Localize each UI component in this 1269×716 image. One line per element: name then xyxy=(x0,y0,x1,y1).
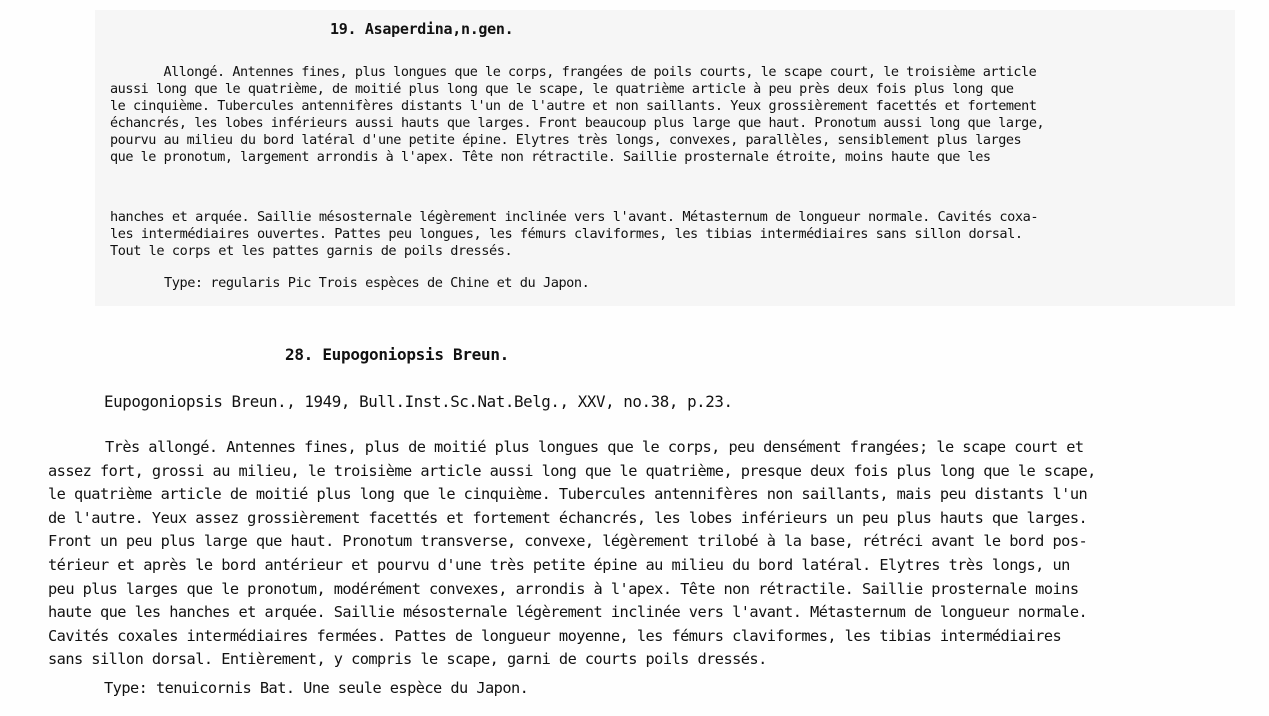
text-line: échancrés, les lobes inférieurs aussi hauts que larges. Front beaucoup plus large que haut. Pronotum aussi long que large, xyxy=(110,114,1045,131)
section-28-paragraph xyxy=(48,436,1248,672)
text-line: les intermédiaires ouvertes. Pattes peu longues, les fémurs claviformes, les tibias intermédiaires sans sillon dorsal. xyxy=(110,225,1023,242)
section-19-type: Type: regularis Pic Trois espèces de Chine et du Japon. xyxy=(164,275,590,291)
text-line: haute que les hanches et arquée. Saillie mésosternale légèrement inclinée vers l'avant. Métasternum de longueur normale. xyxy=(48,603,1088,622)
text-line: Front un peu plus large que haut. Pronotum transverse, convexe, légèrement trilobé à la base, rétréci avant le bord pos- xyxy=(48,532,1088,551)
text-line: sans sillon dorsal. Entièrement, y compris le scape, garni de courts poils dressés. xyxy=(48,650,767,669)
text-line: peu plus larges que le pronotum, modérément convexes, arrondis à l'apex. Tête non rétractile. Saillie prosternale moins xyxy=(48,579,1079,598)
text-line: que le pronotum, largement arrondis à l'apex. Tête non rétractile. Saillie prosternale étroite, moins haute que les xyxy=(110,148,991,165)
section-28-reference: Eupogoniopsis Breun., 1949, Bull.Inst.Sc.Nat.Belg., XXV, no.38, p.23. xyxy=(104,392,733,411)
text-line: Allongé. Antennes fines, plus longues que le corps, frangées de poils courts, le scape court, le troisième article xyxy=(163,64,1037,80)
section-19-paragraph-1 xyxy=(110,64,1209,165)
text-line: assez fort, grossi au milieu, le troisième article aussi long que le quatrième, presque deux fois plus long que le scape, xyxy=(48,461,1096,480)
text-line: hanches et arquée. Saillie mésosternale légèrement inclinée vers l'avant. Métasternum de longueur normale. Cavités coxa- xyxy=(110,209,1039,225)
text-line: le cinquième. Tubercules antennifères distants l'un de l'autre et non saillants. Yeux grossièrement facettés et fortement xyxy=(110,97,1037,114)
text-line: pourvu au milieu du bord latéral d'une petite épine. Elytres très longs, convexes, parallèles, sensiblement plus larges xyxy=(110,131,1022,148)
text-line: de l'autre. Yeux assez grossièrement facettés et fortement échancrés, les lobes inférieurs un peu plus hauts que larges. xyxy=(48,508,1088,527)
text-line: le quatrième article de moitié plus long que le cinquième. Tubercules antennifères non saillants, mais peu distants l'un xyxy=(48,485,1088,504)
section-28-type: Type: tenuicornis Bat. Une seule espèce du Japon. xyxy=(104,679,529,697)
text-line: Très allongé. Antennes fines, plus de moitié plus longues que le corps, peu densément frangées; le scape court et xyxy=(105,438,1084,456)
section-19-heading: 19. Asaperdina,n.gen. xyxy=(330,20,514,38)
section-28-heading: 28. Eupogoniopsis Breun. xyxy=(285,345,509,364)
text-line: Tout le corps et les pattes garnis de poils dressés. xyxy=(110,242,513,259)
text-line: Cavités coxales intermédiaires fermées. Pattes de longueur moyenne, les fémurs claviformes, les tibias intermédiaires xyxy=(48,626,1062,645)
text-line: aussi long que le quatrième, de moitié plus long que le scape, le quatrième article à peu près deux fois plus long que xyxy=(110,80,1014,97)
section-19-paragraph-2 xyxy=(110,209,1220,260)
text-line: térieur et après le bord antérieur et pourvu d'une très petite épine au milieu du bord latéral. Elytres très longs, un xyxy=(48,555,1070,574)
